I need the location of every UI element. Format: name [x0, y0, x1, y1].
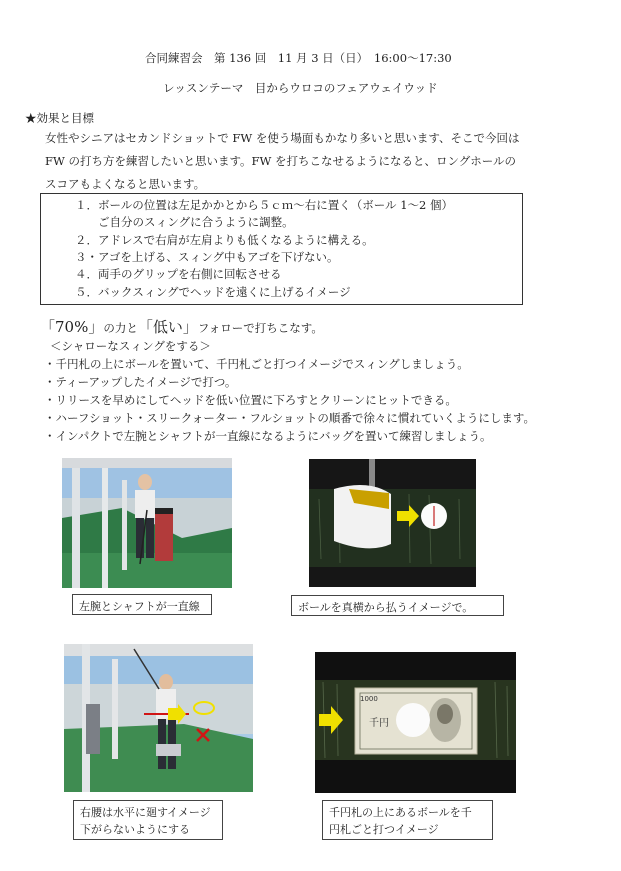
followthrough-line [40, 316, 323, 337]
point-3: ３・アゴを上げる、スィング中もアゴを下げない。 [75, 250, 339, 264]
point-4: ４．両手のグリップを右側に回転させる [75, 267, 282, 281]
intro-line-2: FW の打ち方を練習したいと思います。FW を打ちこなせるようになると、ロングホールの [45, 154, 517, 168]
bullet-5: ・インパクトで左腕とシャフトが一直線になるようにバッグを置いて練習しましょう。 [44, 429, 492, 443]
caption-3-line-1: 右腰は水平に廻すイメージ [80, 806, 211, 819]
range-scene-1 [62, 458, 232, 588]
wood-ball-scene [309, 459, 476, 587]
seventy-percent: 「70%」 [40, 318, 104, 336]
point-1-cont: ご自分のスィングに合うように調整。 [75, 215, 294, 229]
caption-4 [322, 800, 493, 840]
caption-4-line-2: 円札ごと打つイメージ [329, 823, 439, 836]
banknote-value: 1000 [360, 695, 378, 703]
banknote-scene [315, 652, 516, 793]
caption-4-line-1: 千円札の上にあるボールを千 [329, 806, 472, 819]
point-1: １．ボールの位置は左足かかとから５ｃｍ～右に置く（ボール 1～2 個） [75, 198, 453, 212]
photo-hip-turn [64, 644, 253, 792]
point-5: ５．バックスィングでヘッドを遠くに上げるイメージ [75, 285, 351, 299]
bullet-4: ・ハーフショット・スリークォーター・フルショットの順番で徐々に慣れていくようにします。 [44, 411, 535, 425]
caption-3-line-2: 下がらないようにする [80, 823, 190, 836]
banknote-label: 千円 [369, 718, 389, 729]
bullet-3: ・リリースを早めにしてヘッドを低い位置に下ろすとクリーンにヒットできる。 [44, 393, 457, 407]
photo-wood-ball [309, 459, 476, 587]
range-scene-2 [64, 644, 253, 792]
low-quote: 「低い」 [137, 318, 198, 336]
followthrough-mid: の力と [103, 321, 138, 335]
intro-line-1: 女性やシニアはセカンドショットで FW を使う場面もかなり多いと思います、そこで今回は [45, 131, 520, 145]
followthrough-tail: フォローで打ちこなす。 [197, 321, 323, 335]
photo-address-bag [62, 458, 232, 588]
points-box [40, 193, 523, 305]
lesson-theme: レッスンテーマ 目からウロコのフェアウェイウッド [163, 81, 438, 95]
section-title: ★効果と目標 [25, 111, 94, 125]
shallow-swing: ＜シャローなスィングをする＞ [50, 339, 211, 353]
caption-1: 左腕とシャフトが一直線 [72, 594, 212, 615]
point-2: ２．アドレスで右肩が左肩よりも低くなるように構える。 [75, 233, 374, 247]
intro-line-3: スコアもよくなると思います。 [45, 177, 206, 191]
caption-3 [73, 800, 223, 840]
bullet-2: ・ティーアップしたイメージで打つ。 [44, 375, 237, 389]
session-heading: 合同練習会 第 136 回 11 月 3 日（日） 16:00～17:30 [145, 51, 452, 65]
caption-2: ボールを真横から払うイメージで。 [291, 595, 504, 616]
photo-banknote-ball [315, 652, 516, 793]
bullet-1: ・千円札の上にボールを置いて、千円札ごと打つイメージでスィングしましょう。 [44, 357, 469, 371]
